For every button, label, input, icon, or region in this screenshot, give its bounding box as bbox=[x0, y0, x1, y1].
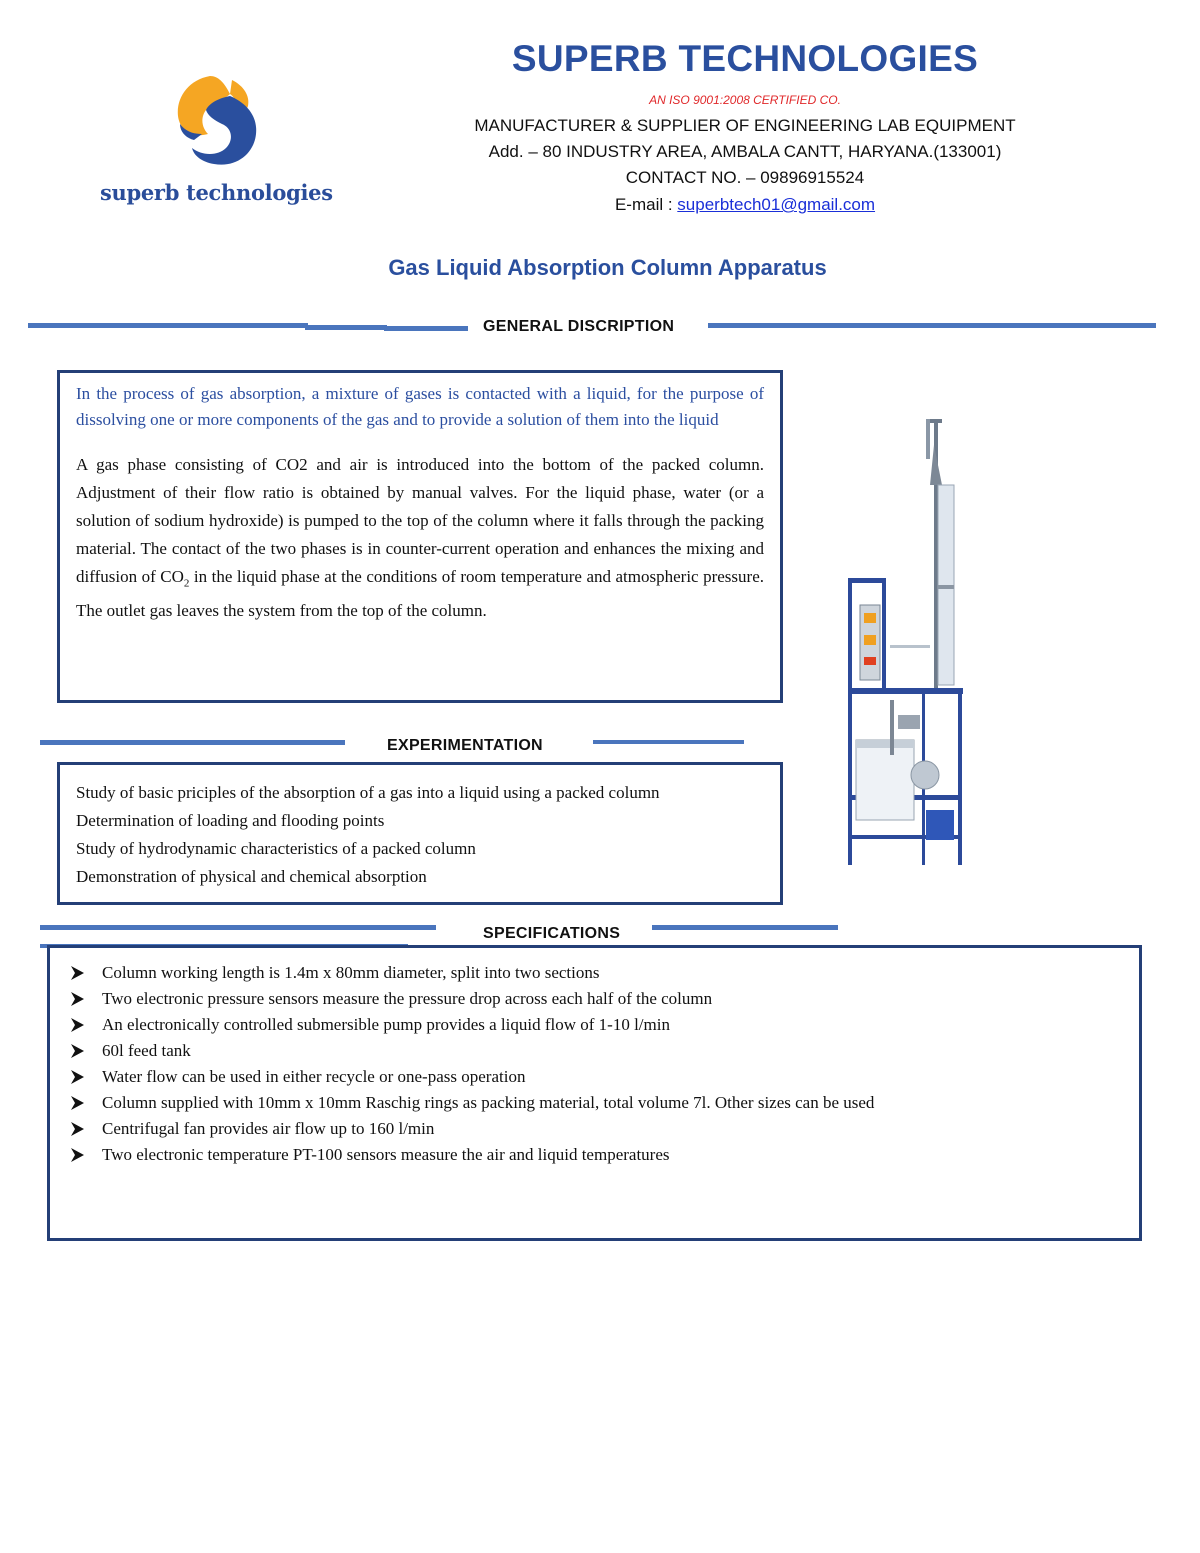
arrow-bullet-icon bbox=[68, 960, 88, 986]
section-bar-left bbox=[28, 323, 308, 328]
spec-item bbox=[102, 1038, 1119, 1064]
section-bar-left bbox=[384, 326, 468, 331]
spec-item bbox=[102, 1064, 1119, 1090]
spec-item bbox=[102, 1012, 1119, 1038]
iso-certification: AN ISO 9001:2008 CERTIFIED CO. bbox=[649, 93, 841, 107]
logo-text: superb technologies bbox=[100, 180, 333, 205]
experiment-item: Study of hydrodynamic characteristics of a packed column bbox=[76, 839, 476, 858]
experiment-item: Determination of loading and flooding points bbox=[76, 811, 385, 830]
arrow-bullet-icon bbox=[68, 1142, 88, 1168]
spec-text: Two electronic temperature PT-100 sensors measure the air and liquid temperatures bbox=[102, 1145, 670, 1164]
experimentation-box bbox=[57, 762, 783, 905]
experimentation-heading: EXPERIMENTATION bbox=[387, 737, 543, 754]
experiment-item: Study of basic priciples of the absorption of a gas into a liquid using a packed column bbox=[76, 783, 660, 802]
logo-s-icon bbox=[172, 72, 268, 172]
experiment-item: Demonstration of physical and chemical absorption bbox=[76, 867, 427, 886]
spec-item bbox=[102, 986, 1119, 1012]
apparatus-image bbox=[830, 415, 980, 870]
company-address: Add. – 80 INDUSTRY AREA, AMBALA CANTT, HARYANA.(133001) bbox=[488, 142, 1002, 161]
arrow-bullet-icon bbox=[68, 1012, 88, 1038]
arrow-bullet-icon bbox=[68, 1064, 88, 1090]
spec-item bbox=[102, 960, 1119, 986]
company-name: SUPERB TECHNOLOGIES bbox=[511, 38, 979, 79]
document-title: Gas Liquid Absorption Column Apparatus bbox=[388, 255, 827, 280]
company-contact: CONTACT NO. – 09896915524 bbox=[625, 168, 865, 187]
description-subscript: 2 bbox=[183, 577, 190, 590]
email-label: E-mail : bbox=[614, 195, 678, 214]
arrow-bullet-icon bbox=[68, 1038, 88, 1064]
spec-text: An electronically controlled submersible pump provides a liquid flow of 1-10 l/min bbox=[102, 1015, 670, 1034]
arrow-bullet-icon bbox=[68, 1090, 88, 1116]
spec-text: 60l feed tank bbox=[102, 1041, 191, 1060]
email-link[interactable]: superbtech01@gmail.com bbox=[677, 195, 876, 214]
spec-text: Column working length is 1.4m x 80mm diameter, split into two sections bbox=[102, 963, 600, 982]
specifications-box bbox=[47, 945, 1142, 1241]
section-bar-left bbox=[305, 325, 387, 330]
arrow-bullet-icon bbox=[68, 1116, 88, 1142]
section-bar-right bbox=[652, 925, 838, 930]
section-bar-left bbox=[40, 925, 436, 930]
company-logo bbox=[100, 72, 340, 212]
section-bar-left bbox=[40, 740, 345, 745]
general-description-heading: GENERAL DISCRIPTION bbox=[483, 318, 675, 335]
specifications-heading: SPECIFICATIONS bbox=[483, 925, 621, 942]
spec-text: Water flow can be used in either recycle or one-pass operation bbox=[102, 1067, 526, 1086]
spec-item bbox=[102, 1142, 1119, 1168]
spec-text: Two electronic pressure sensors measure the pressure drop across each half of the column bbox=[102, 989, 713, 1008]
description-paragraph: In the process of gas absorption, a mixture of gases is contacted with a liquid, for the purpose of dissolving one or more components of the gas and to provide a solution of them into the liquid bbox=[76, 384, 764, 429]
description-text: A gas phase consisting of CO2 and air is introduced into the bottom of the packed column. Adjustment of their flow ratio is obtained by manual valves. For the liquid phase, water (or a solution of sodium hydroxide) is pumped to the top of the column where it falls through the packing material. The contact of the two phases is in counter-current operation and enhances the mixing and diffusion of CO bbox=[76, 455, 764, 586]
spec-text: Centrifugal fan provides air flow up to 160 l/min bbox=[102, 1119, 435, 1138]
company-email bbox=[440, 195, 1050, 215]
spec-text: Column supplied with 10mm x 10mm Raschig rings as packing material, total volume 7l. Other sizes can be used bbox=[102, 1093, 875, 1112]
general-description-box bbox=[57, 370, 783, 703]
company-tagline: MANUFACTURER & SUPPLIER OF ENGINEERING LAB EQUIPMENT bbox=[474, 116, 1016, 135]
arrow-bullet-icon bbox=[68, 986, 88, 1012]
section-bar-right bbox=[708, 323, 1156, 328]
section-bar-right bbox=[593, 740, 744, 744]
description-paragraph bbox=[76, 451, 764, 625]
description-text: in the liquid phase at the conditions of room temperature and atmospheric pressure. The outlet gas leaves the system from the top of the column. bbox=[76, 567, 764, 621]
spec-item bbox=[102, 1090, 1119, 1116]
spec-item bbox=[102, 1116, 1119, 1142]
